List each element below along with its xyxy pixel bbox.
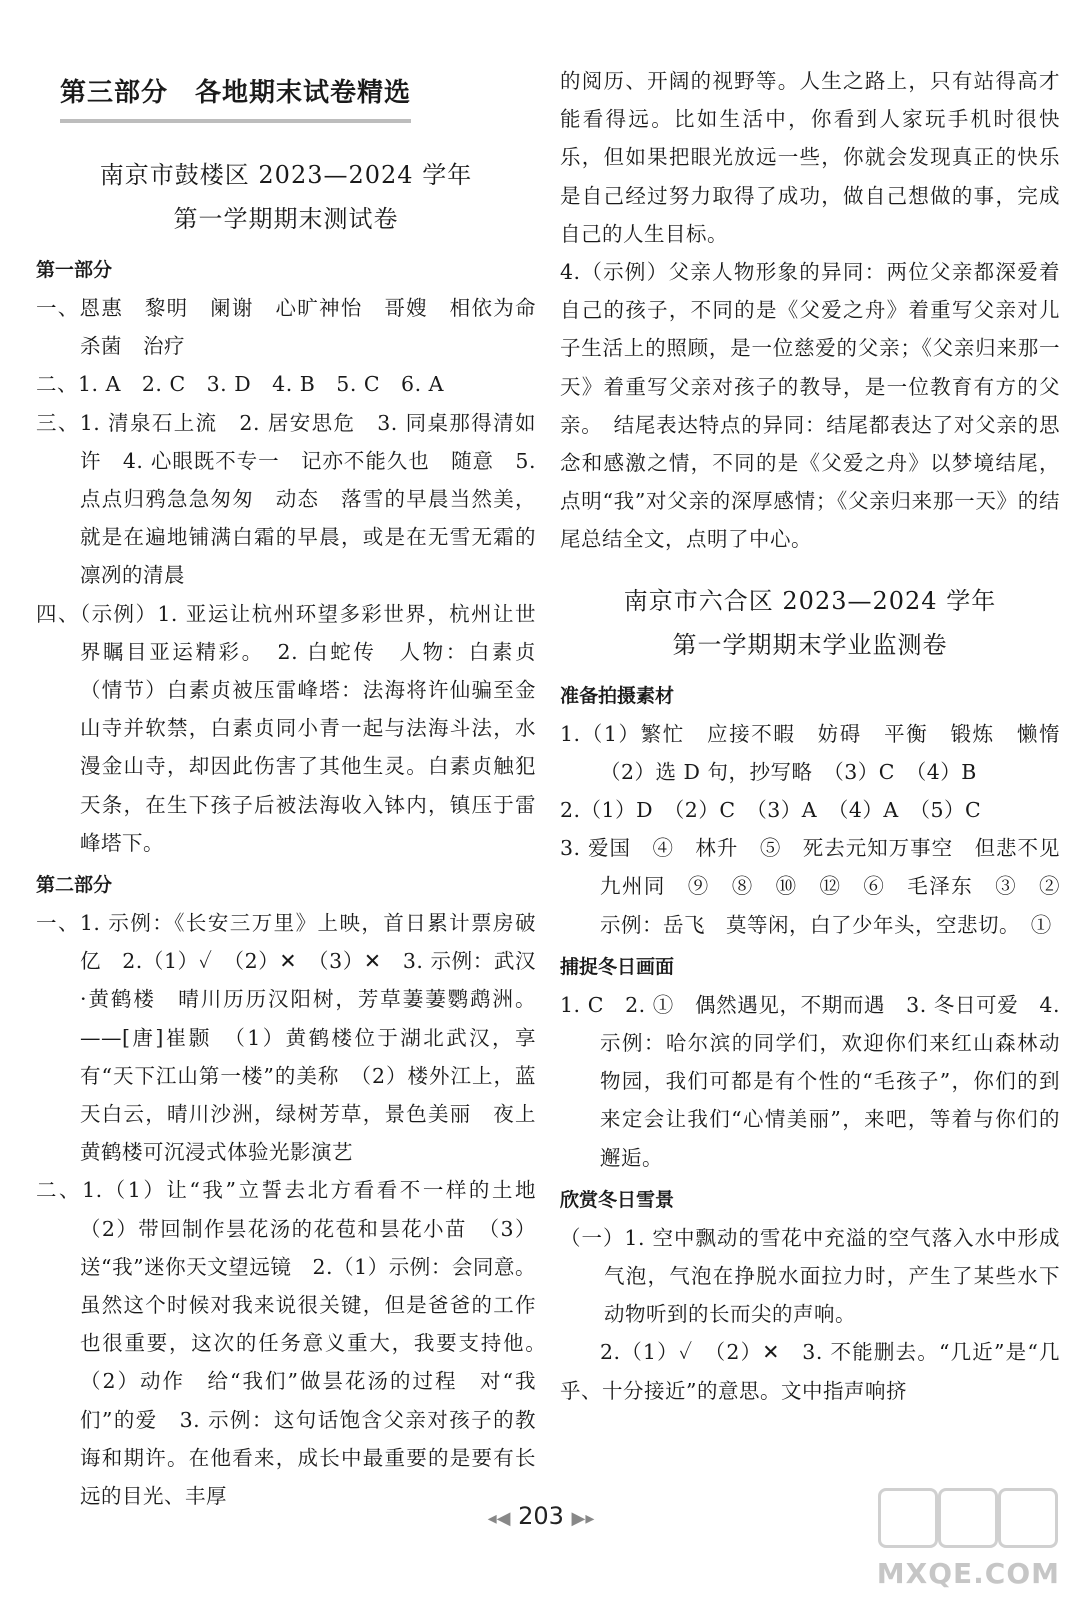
watermark-box-icon bbox=[998, 1488, 1058, 1548]
left-column bbox=[36, 0, 557, 1515]
exam1-title bbox=[36, 153, 536, 241]
right-column bbox=[560, 0, 1081, 1410]
answer-paragraph: 四、（示例）1. 亚运让杭州环望多彩世界，杭州让世界瞩目亚运精彩。 2. 白蛇传 人物：白素贞 （情节）白素贞被压雷峰塔：法海将许仙骗至金山寺并软禁，白素贞同小青一起与法海斗法，水漫金山寺，却因此伤害了其他生灵。白素贞触犯天条，在生下孩子后被法海收入钵内，镇压于雷峰塔下。 bbox=[36, 601, 557, 855]
answer-paragraph: 4.（示例）父亲人物形象的异同：两位父亲都深爱着自己的孩子，不同的是《父爱之舟》着重写父亲对儿子生活上的照顾，是一位慈爱的父亲；《父亲归来那一天》着重写父亲对孩子的教导，是一位教育有方的父亲。 结尾表达特点的异同：结尾都表达了对父亲的思念和感激之情，不同的是《父爱之舟》以梦境结尾，点明“我”对父亲的深厚感情；《父亲归来那一天》的结尾总结全文，点明了中心。 bbox=[560, 260, 1060, 552]
watermark-box-icon bbox=[878, 1488, 938, 1548]
answer-paragraph: 1. C 2. ① 偶然遇见，不期而遇 3. 冬日可爱 4. 示例：哈尔滨的同学们，欢迎你们来红山森林动物园，我们可都是有个性的“毛孩子”，你们的到来定会让我们“心情美丽”，来吧，等着与你们的邂逅。 bbox=[560, 992, 1060, 1170]
answer-paragraph: （一）1. 空中飘动的雪花中充溢的空气落入水中形成气泡，气泡在挣脱水面拉力时，产生了某些水下动物听到的长而尖的声响。 bbox=[560, 1225, 1060, 1327]
exam2-title-line1: 南京市六合区 2023—2024 学年 bbox=[623, 586, 997, 615]
answer-paragraph: 二、1. A 2. C 3. D 4. B 5. C 6. A bbox=[36, 372, 444, 397]
exam2-title bbox=[560, 579, 1060, 667]
answer-paragraph: 三、1. 清泉石上流 2. 居安思危 3. 同桌那得清如许 4. 心眼既不专一 记亦不能久也 随意 5. 点点归鸦急急匆匆 动态 落雪的早晨当然美，就是在遍地铺满白霜的早晨，或是在无雪无霜的凛冽的清晨 bbox=[36, 410, 536, 588]
exam2-title-line2: 第一学期期末学业监测卷 bbox=[672, 630, 948, 659]
answer-paragraph: 一、1. 示例：《长安三万里》上映，首日累计票房破亿 2.（1）✓ （2）✕ （3）✕ 3. 示例：武汉·黄鹤楼 晴川历历汉阳树，芳草萋萋鹦鹉洲。——[唐]崔颢 （1）黄鹤楼位于湖北武汉，享有“天下江山第一楼”的美称 （2）楼外江上，蓝天白云，晴川沙洲，绿树芳草，景色美丽 夜上黄鹤楼可沉浸式体验光影演艺 bbox=[36, 911, 536, 1165]
exam1-title-line2: 第一学期期末测试卷 bbox=[173, 205, 399, 233]
section-heading-shooting: 准备拍摄素材 bbox=[560, 684, 675, 707]
next-arrow-icon: ▶▸ bbox=[571, 1508, 595, 1529]
watermark-box-icon bbox=[938, 1488, 998, 1548]
answer-paragraph: 1.（1）繁忙 应接不暇 妨碍 平衡 锻炼 懒惰 （2）选 D 句，抄写略 （3）C （4）B bbox=[560, 721, 1081, 784]
exam1-title-line1: 南京市鼓楼区 2023—2024 学年 bbox=[99, 161, 473, 189]
answer-paragraph: 2.（1）D （2）C （3）A （4）A （5）C bbox=[560, 798, 982, 823]
section-heading-winter-scene: 捕捉冬日画面 bbox=[560, 955, 675, 978]
page-number-value: 203 bbox=[518, 1502, 564, 1530]
answer-paragraph: 3. 爱国 ④ 林升 ⑤ 死去元知万事空 但悲不见九州同 ⑨ ⑧ ⑩ ⑫ ⑥ 毛泽东 ③ ② 示例：岳飞 莫等闲，白了少年头，空悲切。 ① bbox=[560, 836, 1081, 937]
answer-paragraph: 2.（1）✓ （2）✕ 3. 不能删去。“几近”是“几乎、十分接近”的意思。文中指声响挤 bbox=[560, 1340, 1060, 1403]
answer-paragraph: 一、恩惠 黎明 阑谢 心旷神怡 哥嫂 相依为命 杀菌 治疗 bbox=[36, 296, 557, 359]
part2-heading: 第二部分 bbox=[36, 874, 113, 897]
answer-paragraph: 二、1.（1）让“我”立誓去北方看看不一样的土地 （2）带回制作昙花汤的花苞和昙花小苗 （3）送“我”迷你天文望远镜 2.（1）示例：会同意。虽然这个时候对我来说很关键，但是爸爸的工作也很重要，这次的任务意义重大，我要支持他。 （2）动作 给“我们”做昙花汤的过程 对“我们”的爱 3. 示例：这句话饱含父亲对孩子的教诲和期许。在他看来，成长中最重要的是要有长远的目光、丰厚 bbox=[36, 1178, 557, 1509]
section-heading-snow-scene: 欣赏冬日雪景 bbox=[560, 1188, 675, 1211]
watermark-logo bbox=[870, 1488, 1060, 1592]
answer-paragraph-continued: 的阅历、开阔的视野等。人生之路上，只有站得高才能看得远。比如生活中，你看到人家玩手机时很快乐，但如果把眼光放远一些，你就会发现真正的快乐是自己经过努力取得了成功，做自己想做的事，完成自己的人生目标。 bbox=[560, 69, 1060, 246]
prev-arrow-icon: ◂◀ bbox=[487, 1508, 511, 1529]
watermark-url: MXQE.COM bbox=[876, 1557, 1060, 1590]
part1-heading: 第一部分 bbox=[36, 259, 113, 281]
section-title: 第三部分 各地期末试卷精选 bbox=[60, 72, 411, 123]
